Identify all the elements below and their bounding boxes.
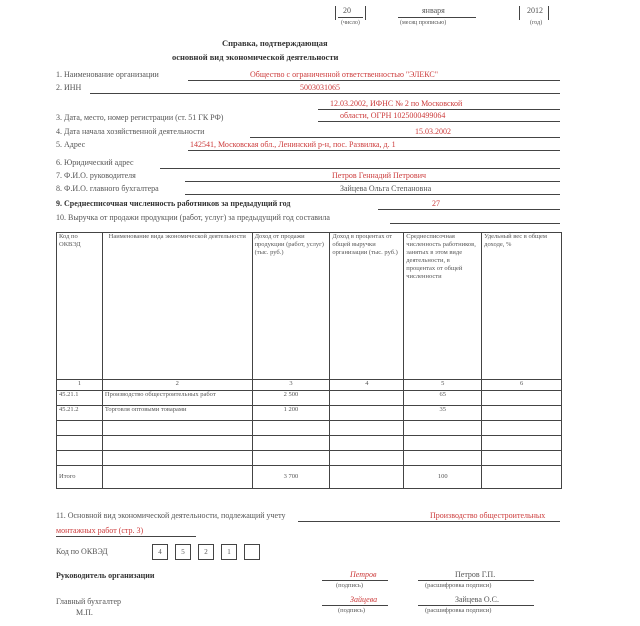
table-cell bbox=[102, 436, 252, 451]
field-line bbox=[390, 223, 560, 224]
column-number: 1 bbox=[57, 380, 103, 391]
table-row bbox=[57, 391, 562, 406]
field-line bbox=[318, 109, 560, 110]
table-row bbox=[57, 421, 562, 436]
head-name: Петров Г.П. bbox=[455, 570, 496, 579]
header-year-caption: (год) bbox=[530, 20, 543, 26]
field-line bbox=[250, 137, 560, 138]
field-registration-label: 3. Дата, место, номер регистрации (ст. 51 ГК РФ) bbox=[56, 113, 224, 122]
okved-label: Код по ОКВЭД bbox=[56, 547, 108, 556]
field-line bbox=[188, 150, 560, 151]
table-row bbox=[57, 451, 562, 466]
table-cell bbox=[482, 466, 562, 489]
field-accountant-label: 8. Ф.И.О. главного бухгалтера bbox=[56, 184, 159, 193]
okved-digit-box: 5 bbox=[175, 544, 191, 560]
chief-signature: Зайцева bbox=[350, 595, 378, 604]
chief-accountant-label: Главный бухгалтер bbox=[56, 597, 121, 606]
table-cell bbox=[252, 421, 330, 436]
table-header-cell: Доход от продажи продукции (работ, услуг) (тыс. руб.) bbox=[252, 233, 330, 380]
table-cell bbox=[57, 451, 103, 466]
table-cell bbox=[330, 406, 404, 421]
field-inn-label: 2. ИНН bbox=[56, 83, 82, 92]
page-subtitle: основной вид экономической деятельности bbox=[172, 52, 339, 62]
column-number: 4 bbox=[330, 380, 404, 391]
date-divider bbox=[548, 6, 549, 20]
table-cell bbox=[482, 451, 562, 466]
table-cell bbox=[482, 391, 562, 406]
field-revenue-label: 10. Выручка от продажи продукции (работ, услуг) за предыдущий год составила bbox=[56, 213, 330, 222]
field-headcount-label: 9. Среднесписочная численность работников за предыдущий год bbox=[56, 199, 291, 208]
field-inn-value: 5003031065 bbox=[300, 83, 340, 92]
field-org-name-label: 1. Наименование организации bbox=[56, 70, 159, 79]
date-divider bbox=[365, 6, 366, 20]
table-header-row bbox=[57, 233, 562, 380]
field-line bbox=[185, 194, 560, 195]
field-line bbox=[185, 181, 560, 182]
okved-digit-box bbox=[244, 544, 260, 560]
field-start-date-value: 15.03.2002 bbox=[415, 127, 451, 136]
field-director-value: Петров Геннадий Петрович bbox=[332, 171, 427, 180]
header-day: 20 bbox=[343, 6, 351, 15]
field-registration-value2: области, ОГРН 1025000499064 bbox=[340, 111, 446, 120]
table-cell bbox=[482, 406, 562, 421]
field-address-label: 5. Адрес bbox=[56, 140, 86, 149]
main-activity-label: 11. Основной вид экономической деятельности, подлежащий учету bbox=[56, 511, 286, 520]
column-number: 5 bbox=[404, 380, 482, 391]
signature-line bbox=[418, 605, 534, 606]
okved-digit-box: 2 bbox=[198, 544, 214, 560]
table-cell bbox=[330, 391, 404, 406]
table-header-cell: Доход в процентах от общей выручки организации (тыс. руб.) bbox=[330, 233, 404, 380]
table-cell bbox=[102, 466, 252, 489]
field-accountant-value: Зайцева Ольга Степановна bbox=[340, 184, 432, 193]
table-total-row bbox=[57, 466, 562, 489]
date-divider bbox=[335, 6, 336, 20]
date-divider bbox=[519, 6, 520, 20]
stamp-label: М.П. bbox=[76, 608, 93, 617]
signature-line bbox=[322, 605, 388, 606]
field-line bbox=[56, 536, 196, 537]
header-month-caption: (месяц прописью) bbox=[400, 20, 447, 26]
header-year: 2012 bbox=[527, 6, 543, 15]
table-cell bbox=[482, 421, 562, 436]
page-title: Справка, подтверждающая bbox=[222, 38, 328, 48]
field-line bbox=[188, 80, 560, 81]
activity-table bbox=[56, 232, 562, 489]
table-cell bbox=[482, 436, 562, 451]
table-cell: 2 500 bbox=[252, 391, 330, 406]
field-line bbox=[298, 521, 560, 522]
name-caption: (расшифровка подписи) bbox=[425, 582, 492, 589]
field-legal-address-label: 6. Юридический адрес bbox=[56, 158, 134, 167]
main-activity-value2: монтажных работ (стр. 3) bbox=[56, 526, 144, 535]
table-cell: Производство общестроительных работ bbox=[102, 391, 252, 406]
table-total-cell: 3 700 bbox=[252, 466, 330, 489]
sign-caption: (подпись) bbox=[336, 582, 363, 589]
column-number: 3 bbox=[252, 380, 330, 391]
field-director-label: 7. Ф.И.О. руководителя bbox=[56, 171, 136, 180]
field-address-value: 142541, Московская обл., Ленинский р-н, пос. Развилка, д. 1 bbox=[190, 140, 396, 149]
table-cell: 45.21.2 bbox=[57, 406, 103, 421]
table-number-row bbox=[57, 380, 562, 391]
table-cell: Торговля оптовыми товарами bbox=[102, 406, 252, 421]
table-total-cell: 100 bbox=[404, 466, 482, 489]
signature-line bbox=[322, 580, 388, 581]
table-cell bbox=[252, 436, 330, 451]
table-cell bbox=[252, 451, 330, 466]
okved-digit-box: 4 bbox=[152, 544, 168, 560]
sign-caption: (подпись) bbox=[338, 607, 365, 614]
table-cell bbox=[330, 421, 404, 436]
field-line bbox=[378, 209, 560, 210]
okved-digit-box: 1 bbox=[221, 544, 237, 560]
column-number: 6 bbox=[482, 380, 562, 391]
field-registration-value: 12.03.2002, ИФНС № 2 по Московской bbox=[330, 99, 463, 108]
table-cell bbox=[57, 421, 103, 436]
table-header-cell: Код по ОКВЭД bbox=[57, 233, 103, 380]
table-cell bbox=[404, 436, 482, 451]
table-row bbox=[57, 436, 562, 451]
head-label: Руководитель организации bbox=[56, 571, 155, 580]
table-cell: 1 200 bbox=[252, 406, 330, 421]
table-cell bbox=[330, 466, 404, 489]
signature-line bbox=[418, 580, 534, 581]
table-cell: 65 bbox=[404, 391, 482, 406]
table-cell bbox=[404, 451, 482, 466]
table-cell bbox=[57, 436, 103, 451]
table-header-cell: Наименование вида экономической деятельности bbox=[102, 233, 252, 380]
table-cell bbox=[102, 421, 252, 436]
head-signature: Петров bbox=[350, 570, 377, 579]
table-cell bbox=[330, 451, 404, 466]
field-headcount-value: 27 bbox=[432, 199, 440, 208]
column-number: 2 bbox=[102, 380, 252, 391]
table-header-cell: Среднесписочная численность работников, занятых в этом виде деятельности, в процентах от общей численности bbox=[404, 233, 482, 380]
table-cell bbox=[404, 421, 482, 436]
header-day-caption: (число) bbox=[341, 20, 360, 26]
main-activity-value: Производство общестроительных bbox=[430, 511, 546, 520]
table-cell bbox=[330, 436, 404, 451]
table-total-label: Итого bbox=[57, 466, 103, 489]
field-line bbox=[318, 121, 560, 122]
table-row bbox=[57, 406, 562, 421]
table-cell: 35 bbox=[404, 406, 482, 421]
chief-name: Зайцева О.С. bbox=[455, 595, 500, 604]
field-line bbox=[160, 168, 560, 169]
field-org-name-value: Общество с ограниченной ответственностью "ЭЛЕКС" bbox=[250, 70, 439, 79]
field-line bbox=[90, 93, 560, 94]
table-header-cell: Удельный вес в общем доходе, % bbox=[482, 233, 562, 380]
name-caption: (расшифровка подписи) bbox=[425, 607, 492, 614]
table-cell bbox=[102, 451, 252, 466]
header-month: января bbox=[422, 6, 445, 15]
table-cell: 45.21.1 bbox=[57, 391, 103, 406]
field-start-date-label: 4. Дата начала хозяйственной деятельности bbox=[56, 127, 205, 136]
